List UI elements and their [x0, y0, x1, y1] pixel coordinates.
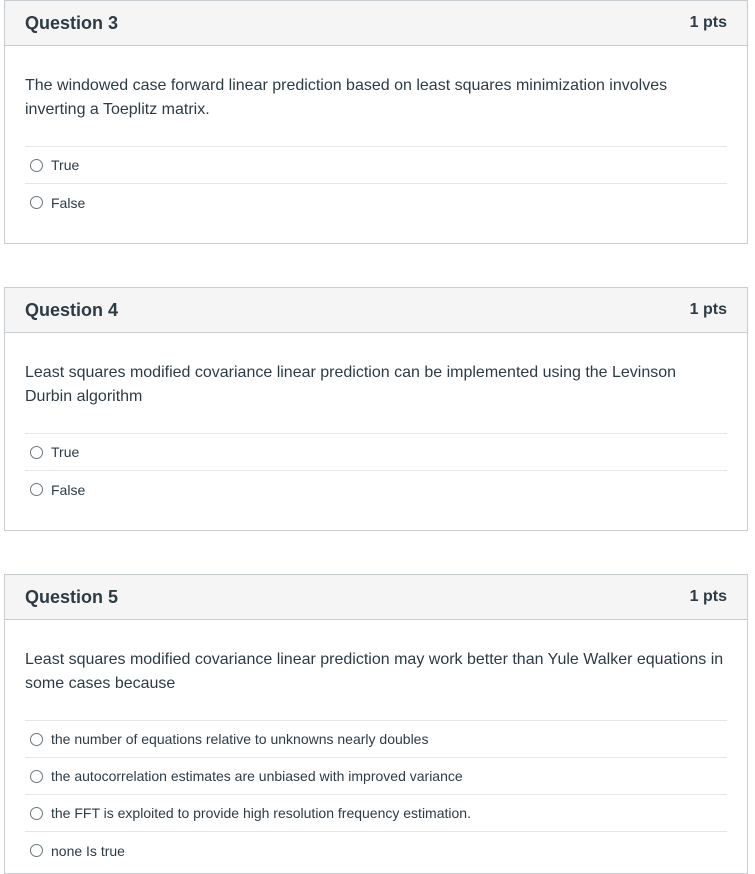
answer-option-false[interactable]	[25, 184, 727, 221]
answer-option-4[interactable]	[25, 832, 727, 869]
answer-option-2[interactable]	[25, 758, 727, 795]
question-points: 1 pts	[689, 588, 727, 605]
question-title: Question 5	[25, 586, 119, 607]
answer-option-false[interactable]	[25, 471, 727, 508]
answer-label: the number of equations relative to unknowns nearly doubles	[51, 731, 429, 747]
question-4-card	[4, 287, 748, 531]
answer-list	[25, 720, 727, 869]
answer-label: True	[51, 157, 80, 173]
question-title: Question 4	[25, 299, 119, 320]
question-header	[5, 288, 747, 333]
question-text: The windowed case forward linear prediction based on least squares minimization involves inverting a Toeplitz matrix.	[25, 77, 668, 118]
answer-list	[25, 433, 727, 508]
question-header	[5, 575, 747, 620]
answer-option-1[interactable]	[25, 721, 727, 758]
answer-list	[25, 146, 727, 221]
radio-button-icon[interactable]	[30, 196, 43, 209]
answer-label: none Is true	[51, 842, 125, 859]
question-5-card	[4, 574, 748, 874]
question-body	[5, 333, 747, 508]
answer-label: the FFT is exploited to provide high resolution frequency estimation.	[51, 805, 471, 821]
answer-label: False	[51, 481, 86, 498]
question-body	[5, 46, 747, 221]
question-points: 1 pts	[689, 301, 727, 318]
question-points: 1 pts	[689, 14, 727, 31]
radio-button-icon[interactable]	[30, 446, 43, 459]
radio-button-icon[interactable]	[30, 483, 43, 496]
question-title: Question 3	[25, 12, 119, 33]
answer-label: True	[51, 444, 80, 460]
answer-option-true[interactable]	[25, 434, 727, 471]
radio-button-icon[interactable]	[30, 807, 43, 820]
question-3-card	[4, 0, 748, 244]
answer-label: the autocorrelation estimates are unbiased with improved variance	[51, 768, 463, 784]
question-text: Least squares modified covariance linear prediction may work better than Yule Walker equations in some cases because	[25, 651, 724, 692]
question-header	[5, 1, 747, 46]
radio-button-icon[interactable]	[30, 733, 43, 746]
question-body	[5, 620, 747, 869]
radio-button-icon[interactable]	[30, 159, 43, 172]
radio-button-icon[interactable]	[30, 844, 43, 857]
radio-button-icon[interactable]	[30, 770, 43, 783]
answer-label: False	[51, 194, 86, 211]
answer-option-3[interactable]	[25, 795, 727, 832]
question-text: Least squares modified covariance linear prediction can be implemented using the Levinson Durbin algorithm	[25, 364, 677, 405]
answer-option-true[interactable]	[25, 147, 727, 184]
